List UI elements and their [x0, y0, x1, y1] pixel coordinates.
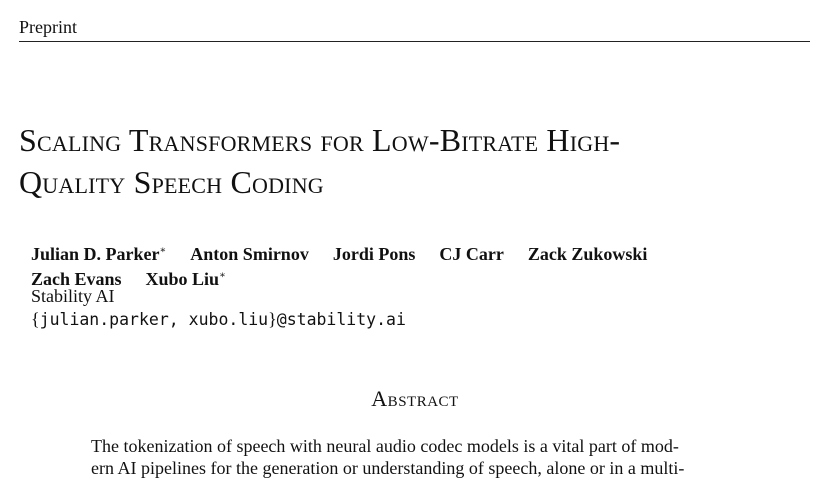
email-open-brace: { — [31, 309, 40, 329]
author: Anton Smirnov — [190, 244, 309, 264]
author: Julian D. Parker∗ — [31, 244, 167, 264]
title-line-2: Quality Speech Coding — [19, 164, 324, 200]
header-rule — [19, 41, 810, 42]
paper-title — [19, 119, 819, 203]
author: Jordi Pons — [332, 244, 416, 264]
abstract-line: ern AI pipelines for the generation or understanding of speech, alone or in a multi- — [91, 458, 685, 478]
author: Zack Zukowski — [527, 244, 648, 264]
email-addresses: julian.parker, xubo.liu — [39, 310, 269, 329]
author: Zach Evans — [31, 269, 122, 289]
running-header: Preprint — [19, 17, 77, 37]
title-line-1: Scaling Transformers for Low-Bitrate High- — [19, 122, 621, 158]
author-list — [31, 240, 811, 290]
author-row-1 — [31, 240, 811, 265]
author: Xubo Liu∗ — [145, 269, 226, 289]
email-close-brace: } — [268, 309, 277, 329]
affiliation: Stability AI — [31, 286, 115, 306]
abstract-heading: Abstract — [371, 386, 459, 411]
abstract-body — [91, 435, 731, 479]
author: CJ Carr — [439, 244, 504, 264]
corresponding-mark: ∗ — [219, 270, 226, 281]
author-row-2 — [31, 265, 811, 290]
email-line — [31, 307, 406, 332]
email-domain: @stability.ai — [276, 310, 406, 329]
corresponding-mark: ∗ — [159, 245, 167, 256]
abstract-line: The tokenization of speech with neural audio codec models is a vital part of mod- — [91, 436, 679, 456]
